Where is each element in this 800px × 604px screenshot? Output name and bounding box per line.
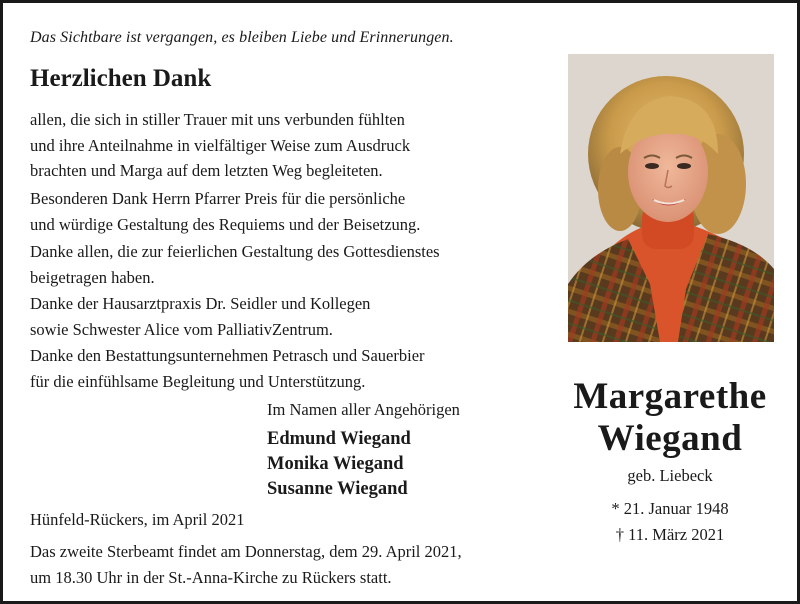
- paragraph-line: sowie Schwester Alice vom PalliativZentrum.: [30, 319, 333, 339]
- note-line: um 18.30 Uhr in der St.-Anna-Kirche zu Rückers statt.: [30, 567, 392, 587]
- portrait-photo: [568, 54, 774, 342]
- signer-name: Monika Wiegand: [267, 454, 404, 474]
- signer-name: Edmund Wiegand: [267, 429, 411, 449]
- thanks-heading: Herzlichen Dank: [30, 65, 212, 92]
- portrait-illustration: [568, 54, 774, 342]
- note-line: Das zweite Sterbeamt findet am Donnerstag, dem 29. April 2021,: [30, 542, 462, 561]
- thanks-doctor-paragraph: [30, 291, 370, 342]
- paragraph-line: Danke den Bestattungsunternehmen Petrasch und Sauerbier: [30, 346, 425, 365]
- deceased-first-name: Margarethe: [573, 376, 767, 417]
- signoff-text: Im Namen aller Angehörigen: [267, 400, 460, 419]
- signer-name: Susanne Wiegand: [267, 479, 408, 499]
- thanks-pastor-paragraph: [30, 186, 420, 237]
- paragraph-line: Danke allen, die zur feierlichen Gestaltung des Gottesdienstes: [30, 242, 440, 261]
- thanks-service-paragraph: [30, 239, 440, 290]
- place-date: Hünfeld-Rückers, im April 2021: [30, 510, 245, 529]
- deceased-last-name: Wiegand: [597, 418, 743, 459]
- paragraph-line: Besonderen Dank Herrn Pfarrer Preis für die persönliche: [30, 189, 406, 208]
- paragraph-line: brachten und Marga auf dem letzten Weg begleiteten.: [30, 161, 383, 180]
- paragraph-line: allen, die sich in stiller Trauer mit uns verbunden fühlten: [30, 110, 405, 129]
- paragraph-line: und ihre Anteilnahme in vielfältiger Weise zum Ausdruck: [30, 135, 411, 155]
- memorial-service-note: [30, 539, 462, 590]
- paragraph-line: Danke der Hausarztpraxis Dr. Seidler und Kollegen: [30, 294, 371, 313]
- paragraph-line: beigetragen haben.: [30, 267, 155, 287]
- death-date: † 11. März 2021: [615, 525, 725, 544]
- paragraph-line: für die einfühlsame Begleitung und Unterstützung.: [30, 371, 366, 391]
- paragraph-line: und würdige Gestaltung des Requiems und der Beisetzung.: [30, 214, 421, 234]
- birth-date: * 21. Januar 1948: [611, 499, 729, 518]
- maiden-name: geb. Liebeck: [627, 466, 713, 485]
- signer-list: [267, 427, 411, 502]
- thanks-undertaker-paragraph: [30, 343, 425, 394]
- motto-text: Das Sichtbare ist vergangen, es bleiben Liebe und Erinnerungen.: [30, 29, 454, 46]
- thanks-paragraph: [30, 107, 410, 184]
